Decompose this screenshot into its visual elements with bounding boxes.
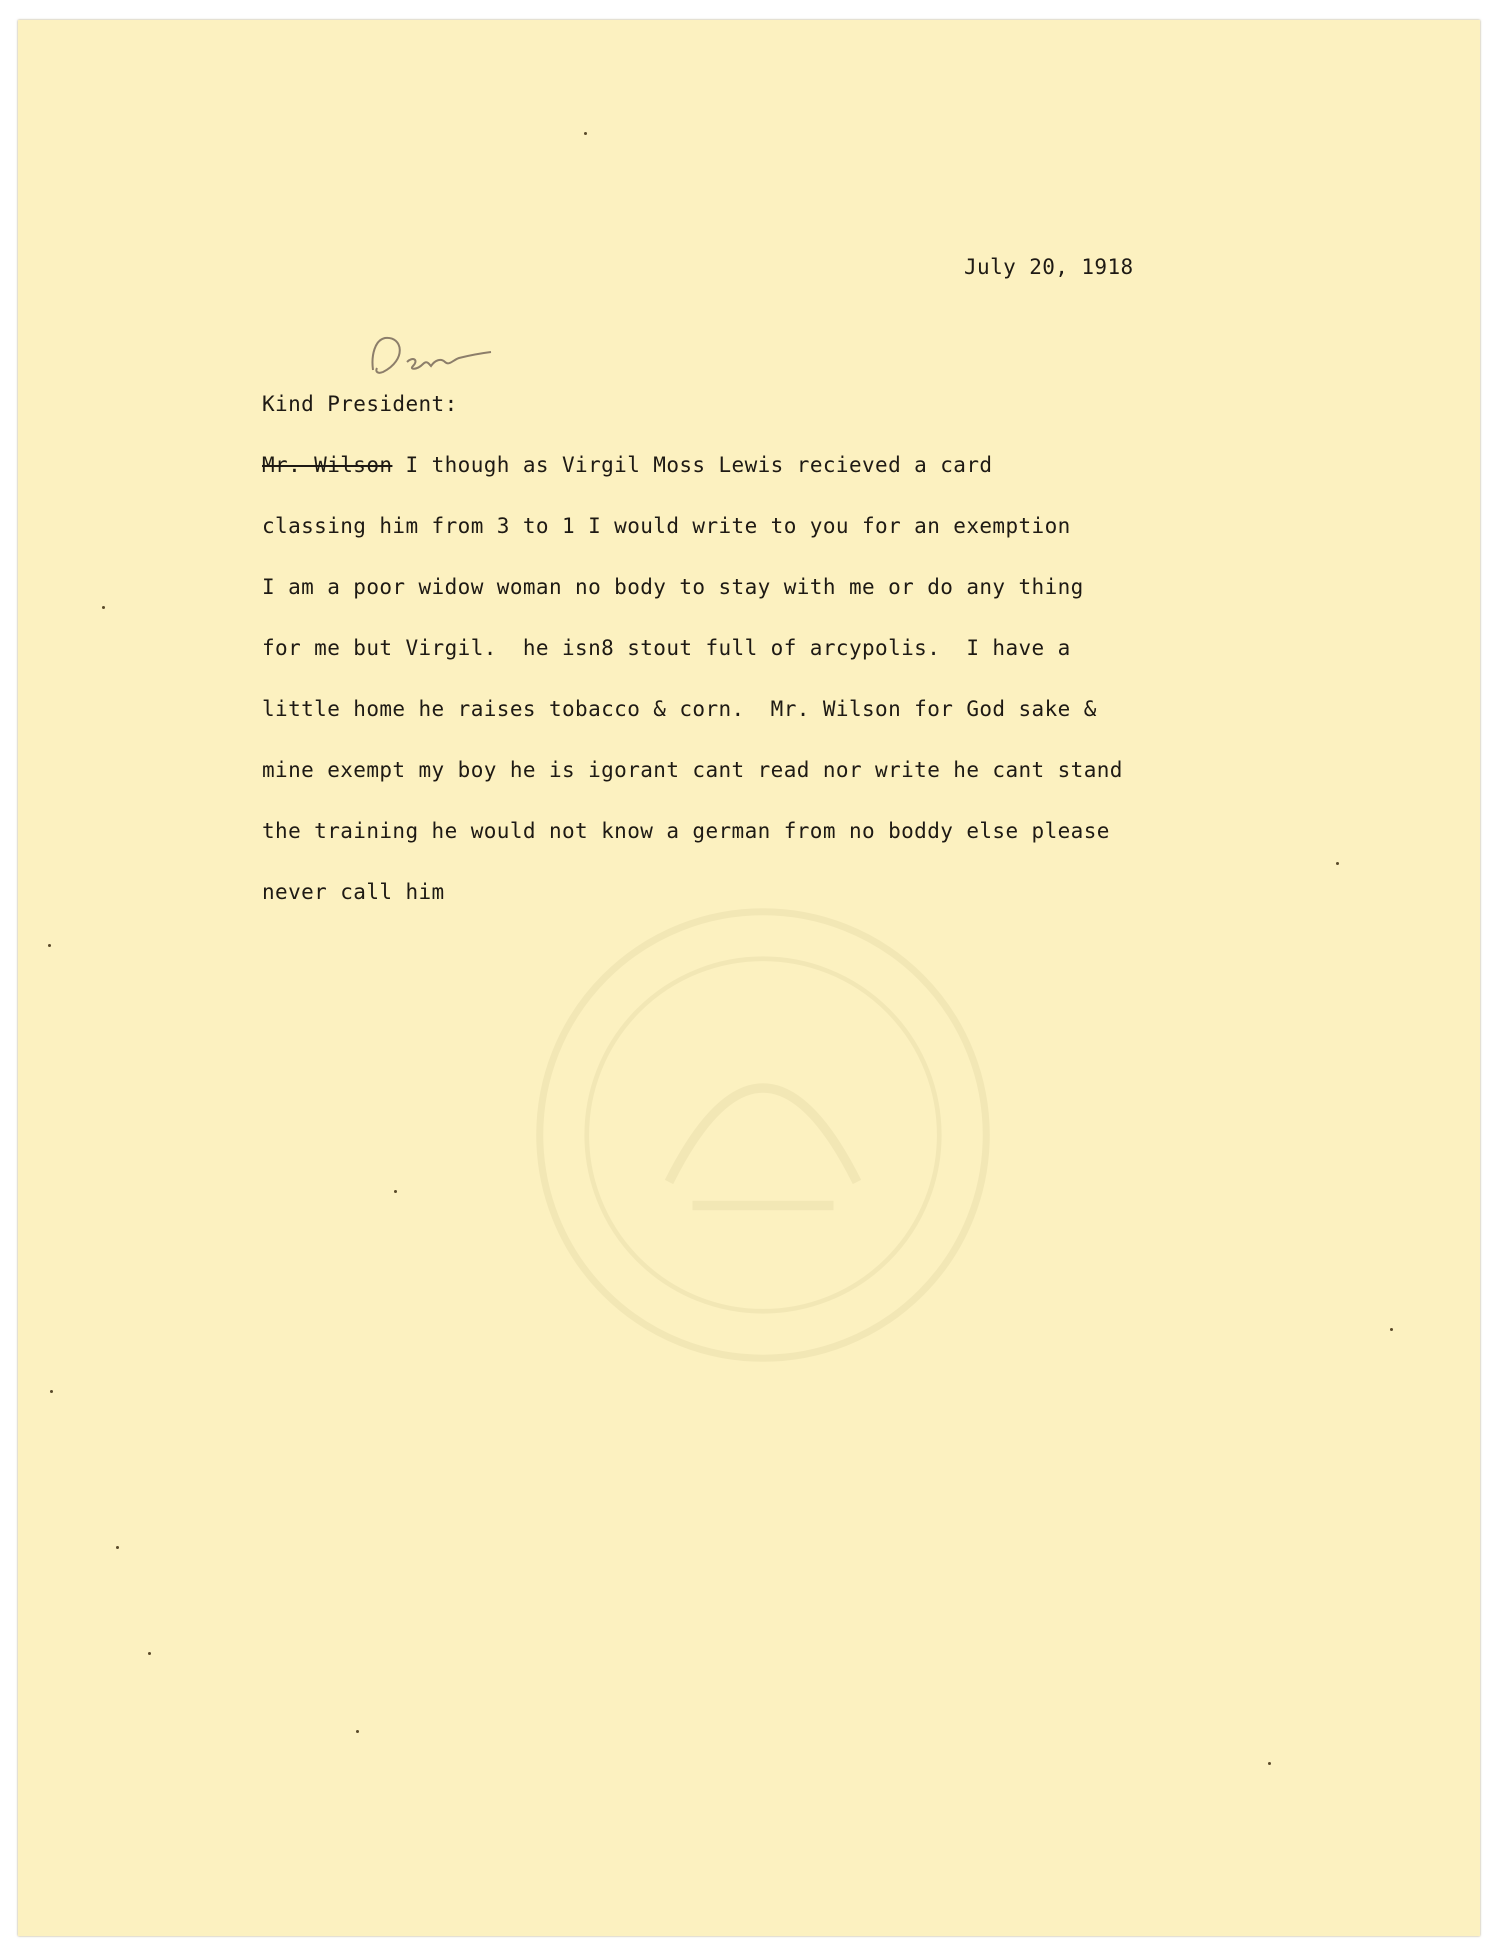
paper-speck [1390,1328,1393,1331]
paper-speck [584,132,587,135]
paper-speck [394,1190,397,1193]
struck-text: Mr. Wilson [262,453,393,477]
body-line-text: I though as Virgil Moss Lewis recieved a card [392,453,993,477]
letter-page [18,20,1480,1936]
paper-speck [116,1546,119,1549]
letter-date: July 20, 1918 [964,255,1134,279]
body-line: the training he would not know a german from no boddy else please [262,819,1110,843]
body-line: mine exempt my boy he is igorant cant read nor write he cant stand [262,758,1123,782]
body-line: little home he raises tobacco & corn. Mr. Wilson for God sake & [262,697,1097,721]
body-line: never call him [262,880,445,904]
paper-speck [148,1652,151,1655]
paper-speck [1268,1762,1271,1765]
paper-speck [102,606,105,609]
body-line [262,453,992,477]
body-line: I am a poor widow woman no body to stay with me or do any thing [262,575,1084,599]
paper-speck [356,1730,359,1733]
body-line: classing him from 3 to 1 I would write to you for an exemption [262,514,1071,538]
body-line: for me but Virgil. he isn8 stout full of arcypolis. I have a [262,636,1071,660]
paper-speck [50,1390,53,1393]
handwritten-annotation [363,330,503,385]
paper-speck [48,944,51,947]
salutation: Kind President: [262,392,458,416]
seal-watermark [528,900,998,1370]
paper-speck [1336,862,1339,865]
